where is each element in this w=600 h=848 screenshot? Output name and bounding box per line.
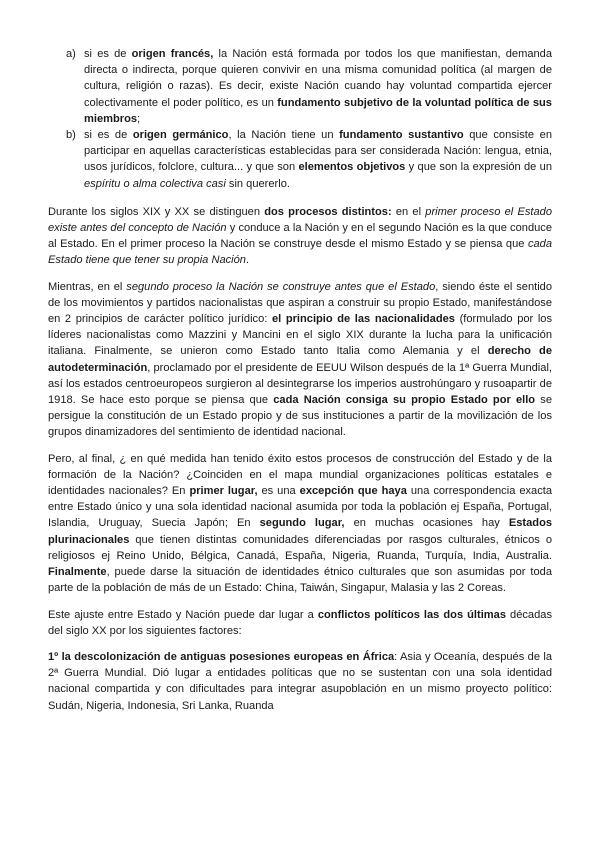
text-run: décadas del siglo XX por los siguientes factores: [48,608,552,637]
paragraph-success [48,451,552,597]
bold-run: fundamento sustantivo [339,129,464,142]
text-run: y que son la expresión de un [405,161,553,174]
bold-run: elementos objetivos [298,161,406,174]
text-run: la Nación está formada por todos los que manifiestan, demanda directa o indirecta, porque quieren convivir en una misma comunidad política (al margen de cultura, religión o razas). Es decir, existe Nación cuando hay voluntad compartida ejercer colectivamente el poder político, es un [84,48,553,109]
bold-run: fundamento subjetivo de la voluntad política de sus miembros [84,96,552,125]
bold-run: 1º la descolonización de antiguas posesiones europeas en África [48,650,395,663]
list-item [48,127,552,192]
paragraph-second-process [48,279,552,441]
bold-run: dos procesos distintos: [264,205,392,218]
text-run: se persigue la constitución de un Estado propio y de sus instituciones a partir de la movilización de los grupos dinamizadores del sentimiento de identidad nacional. [48,394,552,439]
origin-list [48,46,552,192]
italic-run: espíritu o alma colectiva casi [84,177,226,190]
text-run: (formulado por los líderes nacionalistas como Mazzini y Mancini en el siglo XIX durante la lucha para la unificación italiana. Finalmente, se unieron como Estado tanto Italia como Alemania y el [48,313,553,358]
text-run: Mientras, en el [48,280,127,293]
paragraph-decolonization [48,649,552,714]
list-item [48,46,552,127]
text-run: que tienen distintas comunidades diferenciadas por rasgos culturales, étnicos o religiosos ej Reino Unido, Bélgica, Canadá, España, Nigeria, Ruanda, Turquía, India, Australia. [48,533,552,562]
text-run: y conduce a la Nación y en el segundo Nación es la que conduce al Estado. En el primer proceso la Nación se construye desde el mismo Estado y se piensa que [48,222,552,251]
text-run: Este ajuste entre Estado y Nación puede dar lugar a [48,608,318,621]
text-run: : Asia y Oceanía, después de la 2ª Guerra Mundial. Dió lugar a entidades políticas que no se sustentan con una sola identidad nacional compartida y con dificultades para integrar asupoblación en un mismo proyecto político: Sudán, Nigeria, Indonesia, Sri Lanka, Ruanda [48,650,553,712]
text-run: . [245,254,250,267]
bold-run: Estados plurinacionales [48,517,553,546]
text-run: , siendo éste el sentido de los movimientos y partidos nacionalistas que aspiran a construir su propio Estado, manifestándose en 2 principios de carácter político jurídico: [48,280,553,326]
text-run: , la Nación tiene un [228,129,340,142]
paragraph-conflicts [48,607,552,639]
italic-run: primer proceso el Estado existe antes del concepto de Nación [48,205,552,235]
text-run: , proclamado por el presidente de EEUU Wilson después de la 1ª Guerra Mundial, así los estados centroeuropeos surgieron al desintegrarse los imperios austrohúngaro y rusoapartir de 1918. Se hace esto porque se piensa que [48,361,552,407]
bold-run: el principio de las nacionalidades [271,313,455,326]
list-marker: a) [66,48,76,60]
text-run: es una [257,485,300,498]
italic-run: segundo proceso la Nación se construye antes que el Estado [126,280,436,293]
italic-run: cada Estado tiene que tener su propia Nación [48,238,552,267]
bold-run: primer lugar, [189,485,258,498]
text-run: sin quererlo. [225,177,290,190]
text-run: que consiste en participar en aquellas características establecidas para ser considerada Nación: lengua, etnia, usos jurídicos, folclore, cultura... y que son [84,129,552,174]
text-run: si es de [84,48,132,60]
text-run: ; [137,112,141,125]
text-run: Durante los siglos XIX y XX se distinguen [48,205,265,218]
bold-run: cada Nación consiga su propio Estado por ello [273,394,536,407]
text-run: en muchas ocasiones hay [344,517,509,530]
bold-run: origen francés, [131,48,214,60]
bold-run: derecho de autodeterminación [48,345,552,374]
bold-run: excepción que haya [299,485,407,498]
text-run: si es de [84,129,133,142]
bold-run: origen germánico [132,129,229,142]
bold-run: conflictos políticos las dos últimas [317,608,506,621]
text-run: en el [391,205,426,218]
bold-run: segundo lugar, [259,517,345,530]
text-run: Pero, al final, ¿ en qué medida han tenido éxito estos procesos de construcción del Estado y de la formación de la Nación? ¿Coinciden en el mapa mundial organizaciones políticas estatales e identidades nacionales? En [48,452,552,498]
bold-run: Finalmente [48,566,107,579]
text-run: , puede darse la situación de identidades étnico culturales que son asumidas por toda parte de la población de más de un Estado: China, Taiwán, Singapur, Malasia y las 2 Coreas. [48,566,552,595]
text-run: una correspondencia exacta entre Estado único y una sola identidad nacional asumida por toda la población ej España, Portugal, Islandia, Uruguay, Suecia Japón; En [48,485,553,530]
document-body [48,46,552,724]
paragraph-two-processes [48,204,552,269]
list-marker: b) [66,129,76,142]
